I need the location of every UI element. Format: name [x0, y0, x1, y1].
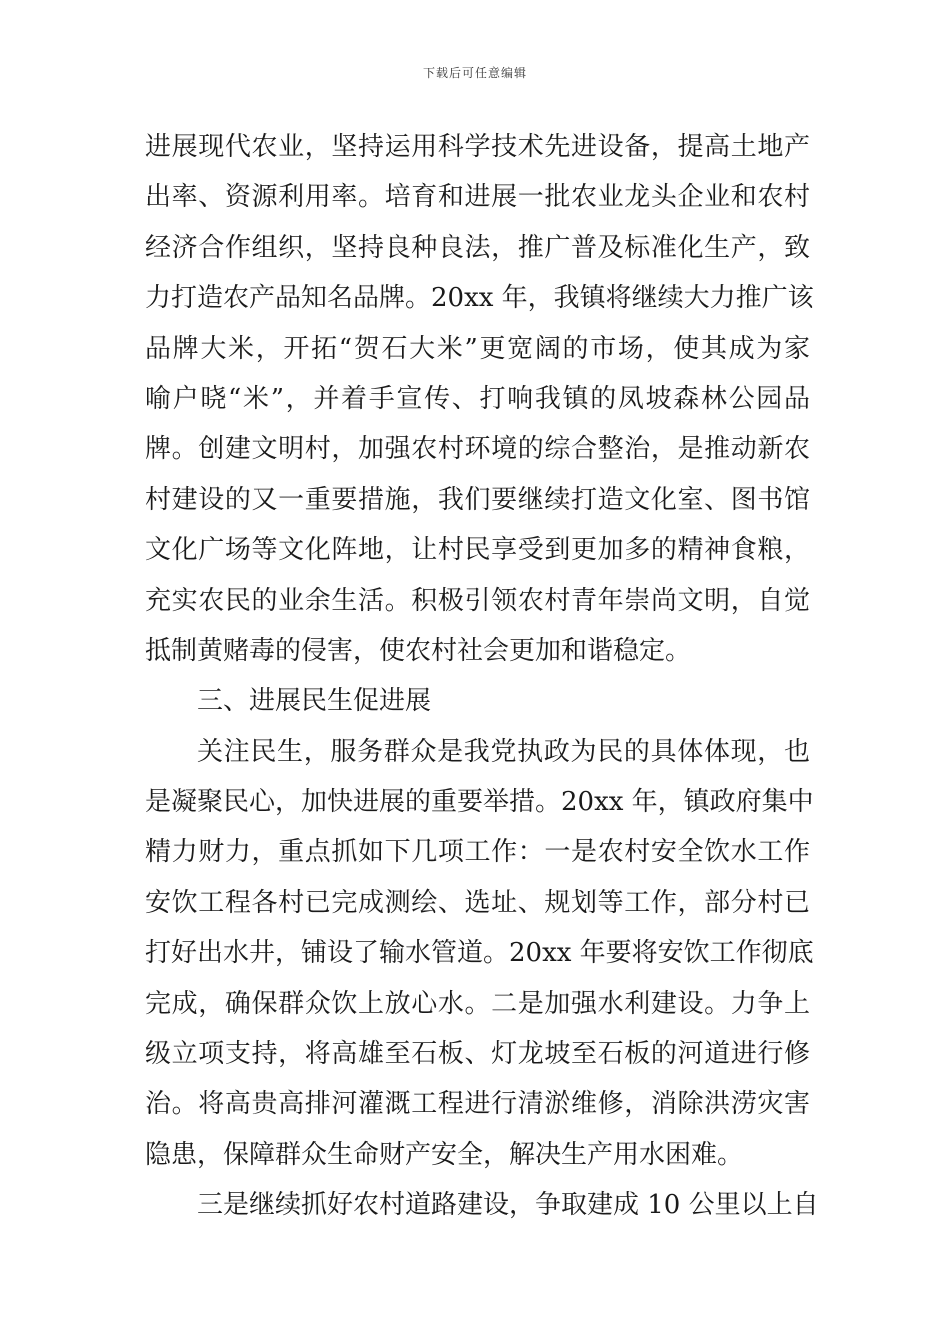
text-line: 喻户晓“米”，并着手宣传、打响我镇的凤坡森林公园品: [145, 383, 810, 414]
text-line: 安饮工程各村已完成测绘、选址、规划等工作，部分村已: [145, 887, 810, 918]
text-line: 三是继续抓好农村道路建设，争取建成 10 公里以上自: [197, 1190, 819, 1221]
text-line: 充实农民的业余生活。积极引领农村青年崇尚文明，自觉: [145, 585, 810, 616]
text-line: 关注民生，服务群众是我党执政为民的具体体现，也: [197, 736, 810, 767]
text-line: 打好出水井，铺设了输水管道。20xx 年要将安饮工作彻底: [145, 938, 814, 969]
text-line: 精力财力，重点抓如下几项工作：一是农村安全饮水工作: [145, 837, 810, 868]
text-line: 村建设的又一重要措施，我们要继续打造文化室、图书馆: [145, 484, 810, 515]
text-line: 力打造农产品知名品牌。20xx 年，我镇将继续大力推广该: [145, 283, 814, 314]
text-line: 治。将高贵高排河灌溉工程进行清淤维修，消除洪涝灾害: [145, 1089, 810, 1120]
text-line: 经济合作组织，坚持良种良法，推广普及标准化生产，致: [145, 232, 810, 263]
document-body: [145, 122, 819, 1231]
text-line: 完成，确保群众饮上放心水。二是加强水利建设。力争上: [145, 988, 810, 1019]
text-line: 出率、资源利用率。培育和进展一批农业龙头企业和农村: [145, 182, 810, 213]
text-line: 文化广场等文化阵地，让村民享受到更加多的精神食粮，: [145, 535, 810, 566]
text-line: 三、进展民生促进展: [197, 686, 432, 717]
text-line: 级立项支持，将高雄至石板、灯龙坡至石板的河道进行修: [145, 1039, 810, 1070]
text-line: 牌。创建文明村，加强农村环境的综合整治，是推动新农: [145, 434, 810, 465]
text-line: 是凝聚民心，加快进展的重要举措。20xx 年，镇政府集中: [145, 787, 814, 818]
text-line: 品牌大米，开拓“贺石大米”更宽阔的市场，使其成为家: [145, 333, 810, 364]
text-line: 隐患，保障群众生命财产安全，解决生产用水困难。: [145, 1139, 744, 1170]
text-line: 进展现代农业，坚持运用科学技术先进设备，提高土地产: [145, 132, 810, 162]
page-header: 下载后可任意编辑: [422, 66, 527, 80]
text-line: 抵制黄赌毒的侵害，使农村社会更加和谐稳定。: [145, 635, 692, 666]
